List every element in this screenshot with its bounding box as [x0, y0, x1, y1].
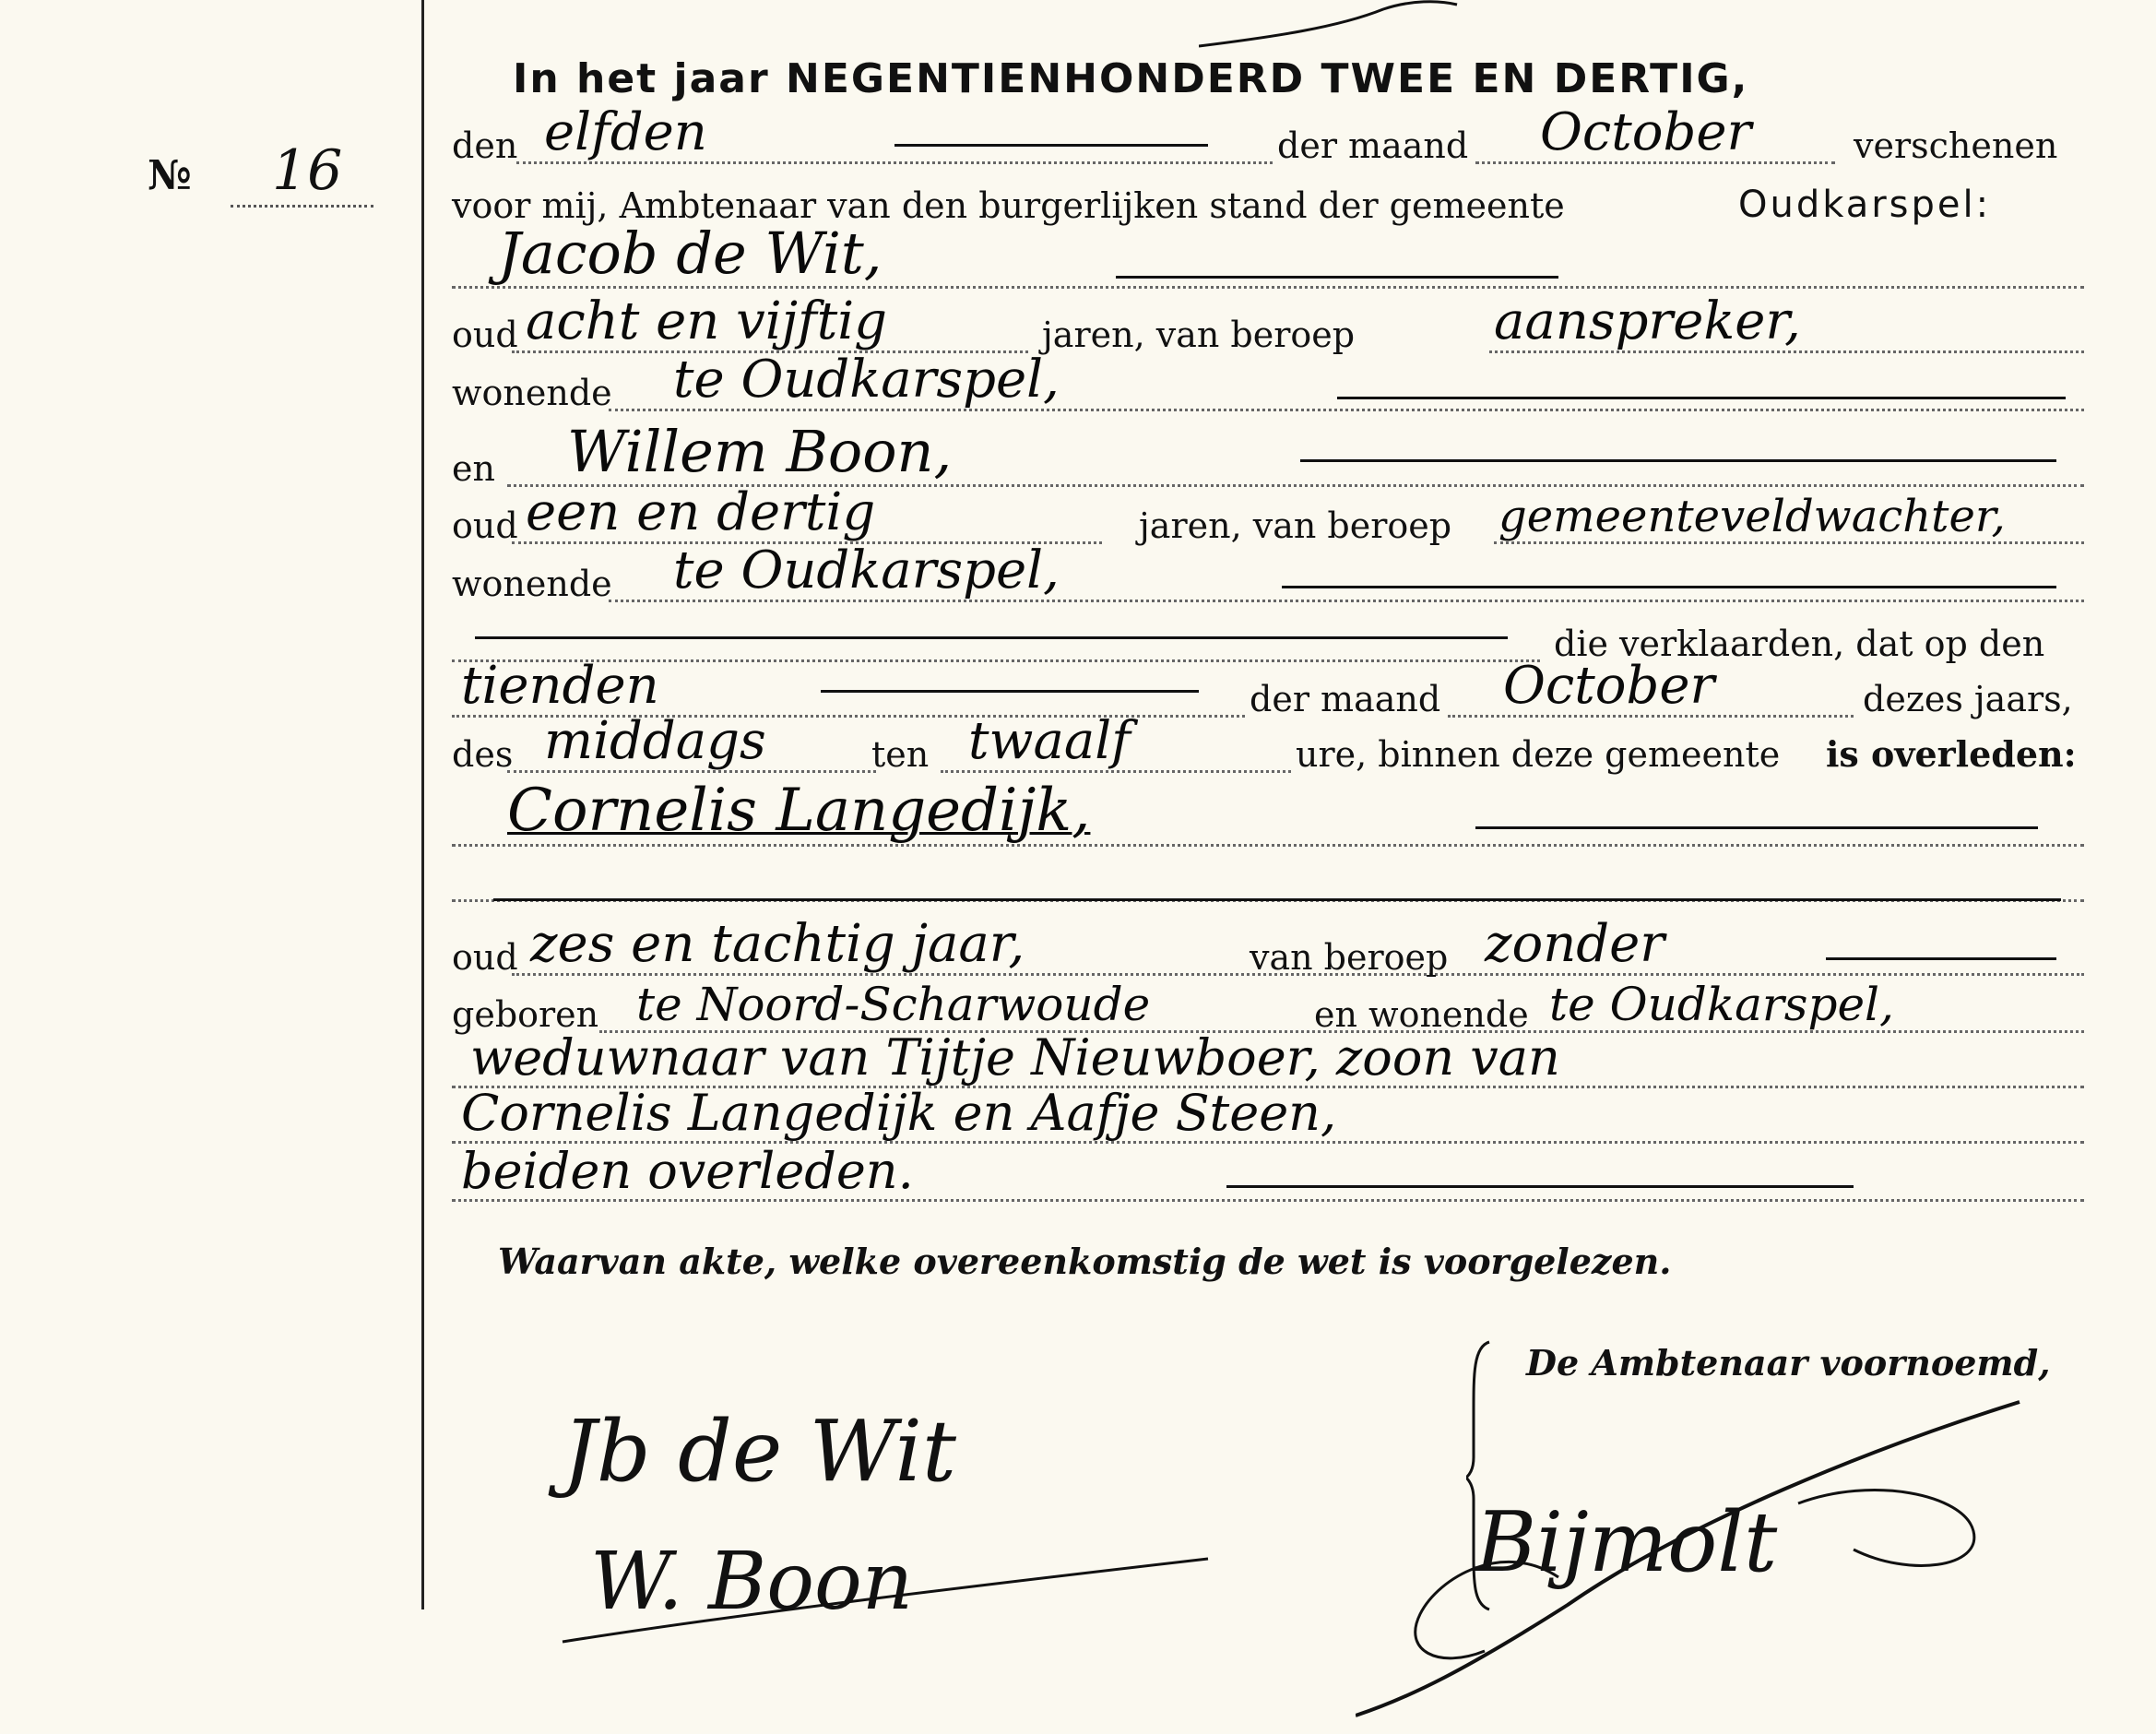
fill-dash: [821, 690, 1199, 693]
signature-official: Bijmolt: [1475, 1494, 1778, 1591]
line-14: [452, 914, 2084, 978]
declarant2-age: een en dertig: [526, 482, 876, 542]
deceased-name: Cornelis Langedijk,: [507, 777, 1091, 845]
label-der-maand: der maand: [1277, 125, 1469, 166]
death-daypart: middags: [544, 711, 766, 771]
label-jaren-beroep: jaren, van beroep: [1139, 505, 1452, 546]
line-3: [452, 220, 2084, 291]
label-des: des: [452, 734, 514, 775]
fill-dash: [1337, 397, 2066, 399]
residence: te Oudkarspel,: [1549, 978, 1894, 1031]
label-dezes-jaars: dezes jaars,: [1863, 679, 2073, 719]
record-number-symbol: №: [148, 152, 192, 199]
label-verschenen: verschenen: [1854, 125, 2058, 166]
record-number-value: 16: [272, 138, 343, 203]
marital-parents-line-1: weduwnaar van Tijtje Nieuwboer, zoon van: [470, 1028, 1560, 1087]
line-17: [452, 1084, 2084, 1146]
label-is-overleden: is overleden:: [1826, 733, 2077, 775]
margin-rule: [421, 0, 424, 1609]
fill-dash: [493, 898, 2061, 901]
label-ure: ure, binnen deze gemeente: [1296, 734, 1781, 775]
declarant2-residence: te Oudkarspel,: [673, 540, 1060, 600]
line-16: [452, 1028, 2084, 1090]
fill-dash: [1282, 586, 2056, 588]
declarant1-occupation: aanspreker,: [1494, 291, 1801, 351]
signature-witness-1: Jb de Wit: [563, 1402, 956, 1501]
fill-dash: [1226, 1185, 1854, 1188]
deceased-age: zes en tachtig jaar,: [530, 914, 1025, 974]
label-den: den: [452, 125, 518, 166]
line-13: [452, 849, 2084, 904]
fill-dash: [1116, 276, 1558, 279]
signature-witness-2-flourish: [553, 1540, 1217, 1651]
line-11: [452, 711, 2084, 775]
label-en-wonende: en wonende: [1314, 994, 1529, 1035]
fill-dash: [475, 636, 1508, 639]
death-month: October: [1503, 656, 1715, 716]
label-van-beroep: van beroep: [1250, 937, 1449, 978]
line-9: [452, 609, 2084, 664]
line-15: [452, 980, 2084, 1035]
label-wonende: wonende: [452, 373, 612, 413]
label-der-maand: der maand: [1250, 679, 1441, 719]
line-5: [452, 350, 2084, 413]
line-12: [452, 777, 2084, 849]
marital-parents-line-3: beiden overleden.: [461, 1142, 914, 1200]
document-header: In het jaar NEGENTIENHONDERD TWEE EN DERTIG,: [513, 55, 1749, 102]
label-wonende: wonende: [452, 564, 612, 604]
label-oud: oud: [452, 505, 518, 546]
declarant1-name: Jacob de Wit,: [498, 220, 883, 287]
fill-dash: [894, 144, 1208, 147]
fill-dash: [1300, 459, 2056, 462]
line-6: [452, 418, 2084, 489]
label-ten: ten: [871, 734, 930, 775]
deceased-occupation: zonder: [1485, 914, 1665, 974]
closing-statement: Waarvan akte, welke overeenkomstig de wet is voorgelezen.: [498, 1241, 1672, 1282]
label-voor-mij: voor mij, Ambtenaar van den burgerlijken stand der gemeente: [452, 185, 1565, 226]
line-18: [452, 1142, 2084, 1204]
official-caption: De Ambtenaar voornoemd,: [1526, 1342, 2051, 1384]
municipality: Oudkarspel:: [1738, 184, 1992, 226]
line-2: [452, 171, 2084, 226]
fill-dash: [1826, 957, 2056, 960]
line-1: [452, 102, 2084, 166]
death-hour: twaalf: [968, 711, 1131, 771]
day-handwritten: elfden: [544, 102, 707, 162]
label-verklaarden: die verklaarden, dat op den: [1554, 624, 2045, 664]
declarant2-name: Willem Boon,: [567, 418, 953, 485]
line-7: [452, 482, 2084, 546]
birthplace: te Noord-Scharwoude: [636, 978, 1151, 1031]
declarant1-age: acht en vijftig: [526, 291, 888, 351]
label-jaren-beroep: jaren, van beroep: [1042, 315, 1356, 355]
top-ink-stroke: [1199, 0, 1475, 55]
record-number-dots: [231, 205, 373, 208]
label-en: en: [452, 448, 495, 489]
declarant2-occupation: gemeenteveldwachter,: [1499, 491, 2006, 542]
marital-parents-line-2: Cornelis Langedijk en Aafje Steen,: [461, 1084, 1337, 1142]
line-8: [452, 540, 2084, 604]
death-day: tienden: [461, 656, 659, 716]
line-4: [452, 291, 2084, 355]
label-geboren: geboren: [452, 994, 599, 1035]
declarant1-residence: te Oudkarspel,: [673, 350, 1060, 410]
label-oud: oud: [452, 315, 518, 355]
label-oud: oud: [452, 937, 518, 978]
signature-witness-2: W. Boon: [590, 1536, 914, 1628]
month-handwritten: October: [1540, 102, 1752, 162]
fill-dash: [1475, 826, 2038, 829]
